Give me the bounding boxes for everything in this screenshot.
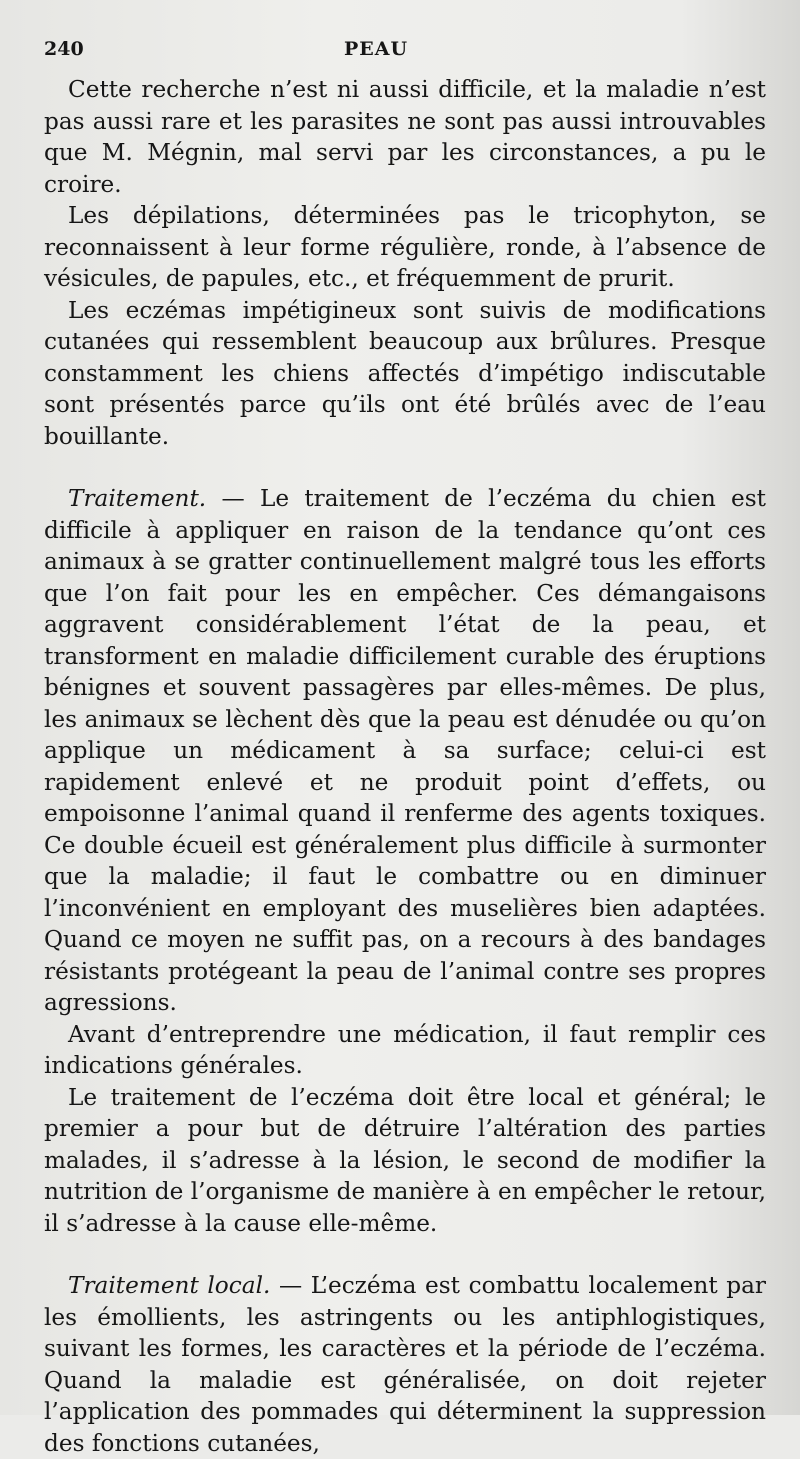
page-body (44, 74, 766, 1459)
paragraph-eczemas: Les eczémas impétigineux sont suivis de modifications cutanées qui ressemblent beaucoup aux brûlures. Presque constamment les chiens affectés d’impétigo indiscutable sont présentés parce qu’ils ont été brûlés avec de l’eau bouillante. (44, 296, 766, 450)
paragraph-intro: Cette recherche n’est ni aussi difficile, et la maladie n’est pas aussi rare et les parasites ne sont pas aussi introuvables que M. Mégnin, mal servi par les circonstances, a pu le croire. (44, 76, 766, 198)
traitement-local-heading: Traitement local. (68, 1272, 271, 1299)
traitement-local-text: — L’eczéma est combattu localement par les émollients, les astringents ou les antiphlogistiques, suivant les formes, les caractères et la période de l’eczéma. Quand la maladie est généralisée, on doit rejeter l’application des pommades qui déterminent la suppression des fonctions cutanées, (44, 1272, 766, 1457)
page-number: 240 (44, 38, 84, 60)
running-head: PEAU (344, 38, 409, 60)
traitement-text: — Le traitement de l’eczéma du chien est difficile à appliquer en raison de la tendance qu’ont ces animaux à se gratter continuellement malgré tous les efforts que l’on fait pour les en empêcher. Ces démangaisons aggravent considérablement l’état de la peau, et transforment en maladie difficilement curable des éruptions bénignes et souvent passagères par elles-mêmes. De plus, les animaux se lèchent dès que la peau est dénudée ou qu’on applique un médicament à sa surface; celui-ci est rapidement enlevé et ne produit point d’effets, ou empoisonne l’animal quand il renferme des agents toxiques. Ce double écueil est généralement plus difficile à surmonter que la maladie; il faut le combattre ou en diminuer l’inconvénient en employant des muselières bien adaptées. Quand ce moyen ne suffit pas, on a recours à des bandages résistants protégeant la peau de l’animal contre ses propres agressions. (44, 485, 766, 1016)
page-header (44, 38, 766, 74)
paragraph-traitement-local (44, 1270, 766, 1459)
section-spacer (44, 452, 766, 483)
paragraph-local-general: Le traitement de l’eczéma doit être local et général; le premier a pour but de détruire l’altération des parties malades, il s’adresse à la lésion, le second de modifier la nutrition de l’organisme de manière à en empêcher le retour, il s’adresse à la cause elle-même. (44, 1083, 766, 1237)
traitement-heading: Traitement. (68, 485, 207, 512)
paragraph-depilations: Les dépilations, déterminées pas le tricophyton, se reconnaissent à leur forme régulière, ronde, à l’absence de vésicules, de papules, etc., et fréquemment de prurit. (44, 202, 766, 292)
section-spacer (44, 1239, 766, 1270)
paragraph-avant: Avant d’entreprendre une médication, il faut remplir ces indications générales. (44, 1020, 766, 1079)
paragraph-traitement (44, 483, 766, 1019)
